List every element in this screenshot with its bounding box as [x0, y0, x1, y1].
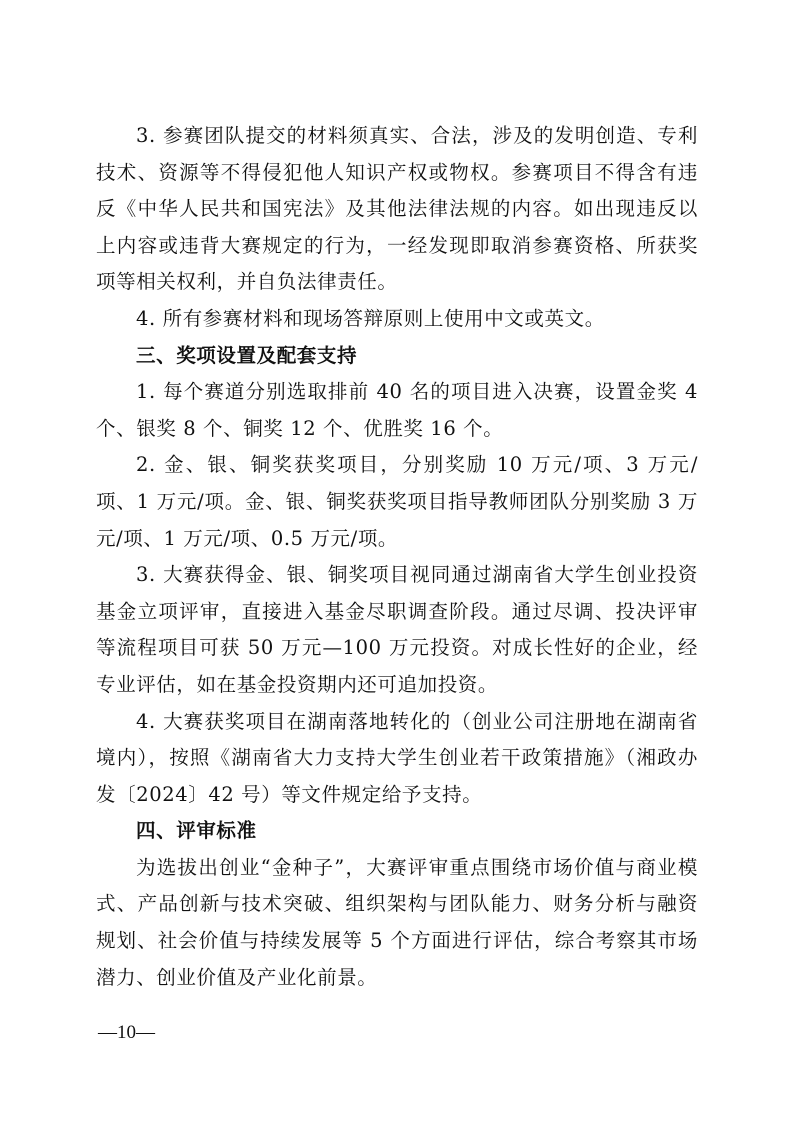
paragraph-language: 4. 所有参赛材料和现场答辩原则上使用中文或英文。 — [136, 306, 605, 330]
document-body — [96, 118, 698, 996]
paragraph-materials-authenticity: 3. 参赛团队提交的材料须真实、合法，涉及的发明创造、专利技术、资源等不得侵犯他人知识产权或物权。参赛项目不得含有违反《中华人民共和国宪法》及其他法律法规的内容。如出现违反以上内容或违背大赛规定的行为，一经发现即取消参赛资格、所获奖项等相关权利，并自负法律责任。 — [96, 124, 698, 294]
paragraph-finalists: 1. 每个赛道分别选取排前 40 名的项目进入决赛，设置金奖 4 个、银奖 8 个、铜奖 12 个、优胜奖 16 个。 — [96, 380, 698, 440]
paragraph-policy-support: 4. 大赛获奖项目在湖南落地转化的（创业公司注册地在湖南省境内），按照《湖南省大力支持大学生创业若干政策措施》（湘政办发〔2024〕42 号）等文件规定给予支持。 — [96, 709, 698, 806]
paragraph-prize-money: 2. 金、银、铜奖获奖项目，分别奖励 10 万元/项、3 万元/项、1 万元/项。金、银、铜奖获奖项目指导教师团队分别奖励 3 万元/项、1 万元/项、0.5 万元/项。 — [96, 453, 698, 550]
section-heading-awards: 三、奖项设置及配套支持 — [136, 343, 358, 367]
paragraph-investment: 3. 大赛获得金、银、铜奖项目视同通过湖南省大学生创业投资基金立项评审，直接进入基金尽职调查阶段。通过尽调、投决评审等流程项目可获 50 万元—100 万元投资。对成长性好的企业，经专业评估，如在基金投资期内还可追加投资。 — [96, 563, 698, 696]
section-heading-criteria: 四、评审标准 — [136, 819, 257, 843]
page-number: —10— — [98, 1022, 155, 1043]
paragraph-evaluation: 为选拔出创业“金种子”，大赛评审重点围绕市场价值与商业模式、产品创新与技术突破、组织架构与团队能力、财务分析与融资规划、社会价值与持续发展等 5 个方面进行评估，综合考察其市场潜力、创业价值及产业化前景。 — [96, 855, 698, 989]
